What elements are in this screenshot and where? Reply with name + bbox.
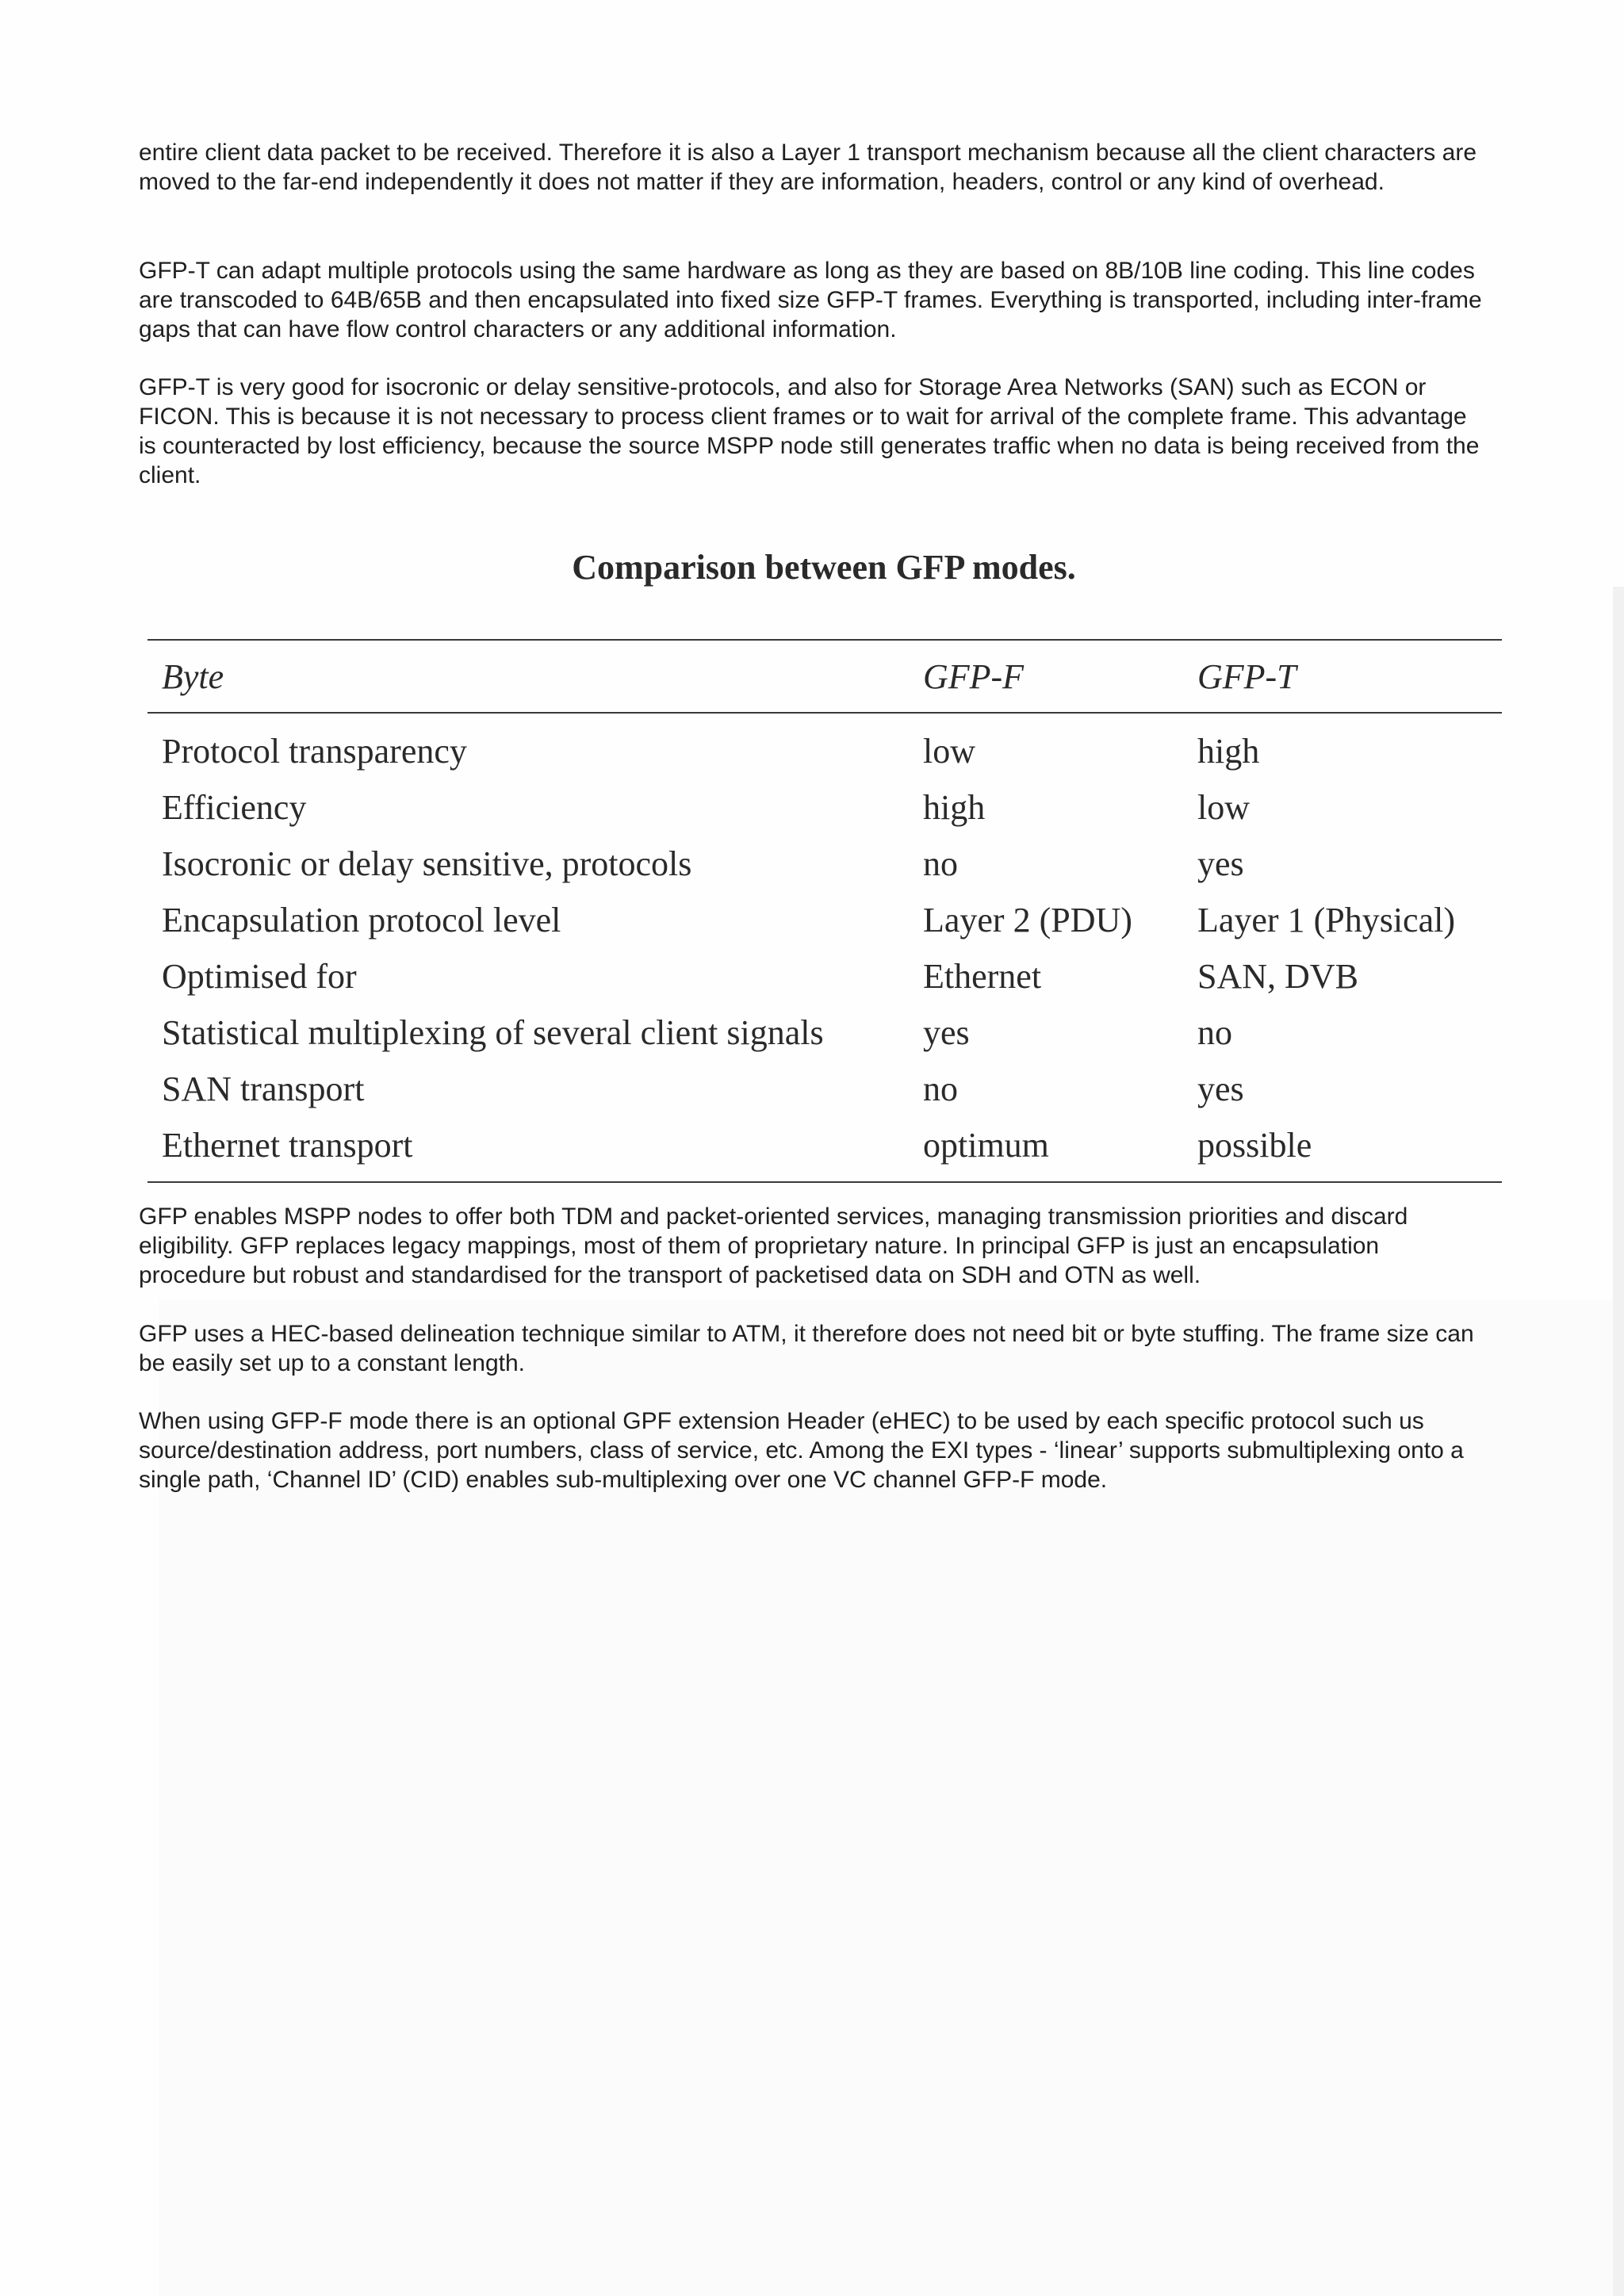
header-byte: Byte	[162, 656, 224, 696]
paragraph-hec-delineation: GFP uses a HEC-based delineation technique similar to ATM, it therefore does not need bit or byte stuffing. The frame size can be easily set up to a constant length.	[139, 1321, 1474, 1376]
cell-gfp-f: no	[923, 844, 958, 883]
paragraph-layer1-transport: entire client data packet to be received. Therefore it is also a Layer 1 transport mechanism because all the client characters are moved to the far-end independently it does not matter if they are information, headers, control or any kind of overhead.	[139, 140, 1477, 195]
cell-gfp-f: low	[923, 732, 975, 771]
table-header-row	[147, 640, 1502, 713]
paragraph-ehec-extension: When using GFP-F mode there is an optional GPF extension Header (eHEC) to be used by each specific protocol such us source/destination address, port numbers, class of service, etc. Among the EXI types - ‘linear’ supports submultiplexing onto a single path, ‘Channel ID’ (CID) enables sub-multiplexing over one VC channel GFP-F mode.	[139, 1408, 1464, 1493]
table-row	[147, 836, 1502, 892]
cell-gfp-t: yes	[1197, 844, 1244, 883]
header-gfp-f: GFP-F	[923, 656, 1025, 696]
cell-gfp-t: no	[1197, 1013, 1232, 1052]
paragraph-gfp-t-isocronic: GFP-T is very good for isocronic or delay sensitive-protocols, and also for Storage Area Networks (SAN) such as ECON or FICON. This is because it is not necessary to process client frames or to wait for arrival of the complete frame. This advantage is counteracted by lost efficiency, because the source MSPP node still generates traffic when no data is being received from the client.	[139, 374, 1480, 488]
table-row	[147, 713, 1502, 779]
comparison-table	[147, 639, 1502, 1183]
cell-gfp-f: yes	[923, 1013, 970, 1052]
paragraph-gfp-services: GFP enables MSPP nodes to offer both TDM and packet-oriented services, managing transmission priorities and discard eligibility. GFP replaces legacy mappings, most of them of proprietary nature. In principal GFP is just an encapsulation procedure but robust and standardised for the transport of packetised data on SDH and OTN as well.	[139, 1203, 1408, 1288]
cell-gfp-t: high	[1197, 732, 1260, 771]
cell-feature: Protocol transparency	[162, 732, 467, 771]
table-row	[147, 1061, 1502, 1117]
cell-gfp-t: SAN, DVB	[1197, 957, 1358, 996]
cell-gfp-t: Layer 1 (Physical)	[1197, 901, 1455, 939]
cell-gfp-f: optimum	[923, 1126, 1049, 1165]
cell-feature: Efficiency	[162, 788, 307, 827]
comparison-table-container	[147, 639, 1502, 1183]
table-title: Comparison between GFP modes.	[572, 548, 1076, 587]
table-row	[147, 779, 1502, 836]
cell-gfp-f: Layer 2 (PDU)	[923, 901, 1132, 939]
cell-gfp-t: yes	[1197, 1070, 1244, 1108]
paragraph-gfp-t-protocols: GFP-T can adapt multiple protocols using the same hardware as long as they are based on 8B/10B line coding. This line codes are transcoded to 64B/65B and then encapsulated into fixed size GFP-T frames. Everything is transported, including inter-frame gaps that can have flow control characters or any additional information.	[139, 258, 1482, 342]
cell-gfp-f: Ethernet	[923, 957, 1042, 996]
cell-feature: SAN transport	[162, 1070, 365, 1108]
cell-gfp-f: high	[923, 788, 986, 827]
table-row	[147, 1004, 1502, 1061]
table-row	[147, 892, 1502, 948]
cell-gfp-f: no	[923, 1070, 958, 1108]
cell-feature: Isocronic or delay sensitive, protocols	[162, 844, 692, 883]
table-row	[147, 1117, 1502, 1182]
cell-gfp-t: possible	[1197, 1126, 1312, 1165]
cell-feature: Optimised for	[162, 957, 357, 996]
page-edge-shadow	[1613, 587, 1624, 2296]
cell-feature: Ethernet transport	[162, 1126, 413, 1165]
cell-feature: Encapsulation protocol level	[162, 901, 561, 939]
table-row	[147, 948, 1502, 1004]
header-gfp-t: GFP-T	[1197, 656, 1297, 696]
cell-gfp-t: low	[1197, 788, 1250, 827]
cell-feature: Statistical multiplexing of several client signals	[162, 1013, 824, 1052]
